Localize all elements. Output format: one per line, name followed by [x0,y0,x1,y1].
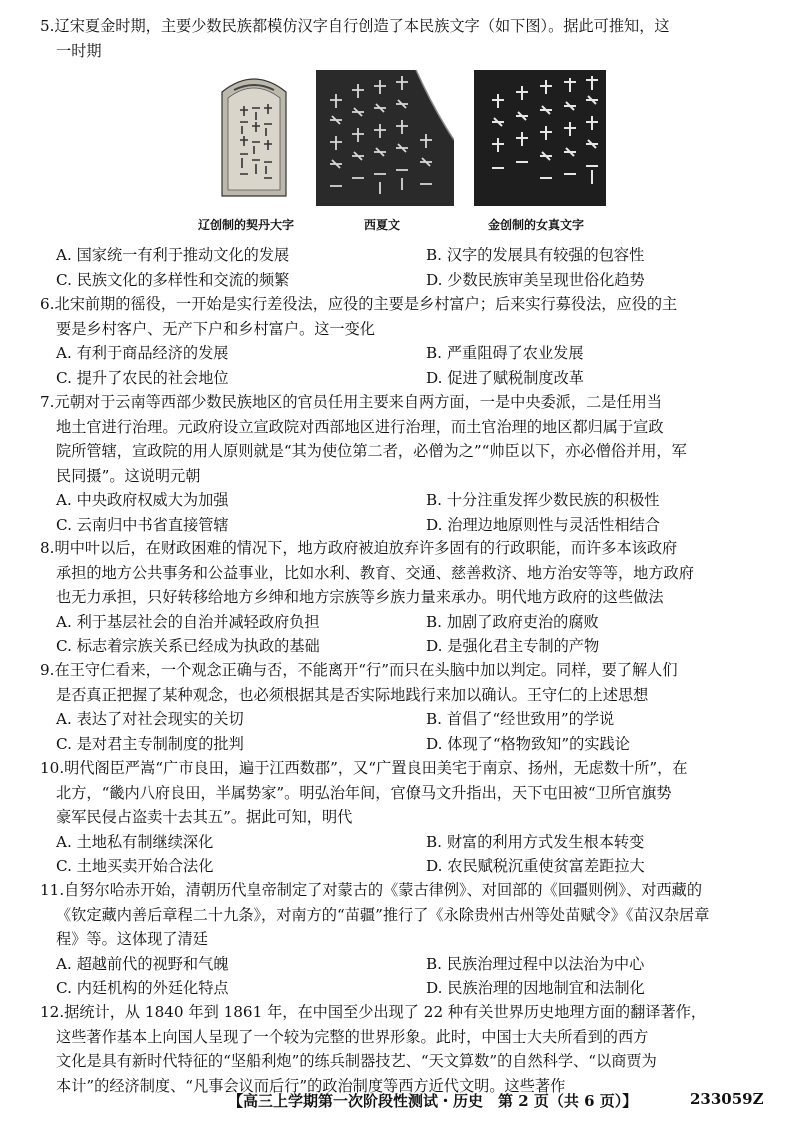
option-a[interactable]: A. 有利于商品经济的发展 [56,344,229,362]
question-stem-line: 院所管辖，宣政院的用人原则就是“其为使位第二者，必僧为之”“帅臣以下，亦必僧俗并用，军 [56,442,687,460]
option-d[interactable]: D. 少数民族审美呈现世俗化趋势 [426,270,645,289]
option-b[interactable]: B. 财富的利用方式发生根本转变 [426,832,645,851]
question-stem-line: 8.明中叶以后，在财政困难的情况下，地方政府被迫放弃许多固有的行政职能，而许多本该政府 [40,539,678,557]
option-c[interactable]: C. 民族文化的多样性和交流的频繁 [56,270,290,289]
question-stem-line: 也无力承担，只好转移给地方乡绅和地方宗族等乡族力量来承办。明代地方政府的这些做法 [56,588,664,606]
question-6 [40,292,760,390]
question-10 [40,756,760,879]
question-stem-line: 本计”的经济制度、“凡事会议而后行”的政治制度等西方近代文明。这些著作 [56,1076,566,1095]
option-b[interactable]: B. 加剧了政府吏治的腐败 [426,612,599,631]
exam-code: 233059Z [690,1090,764,1108]
option-b[interactable]: B. 严重阻碍了农业发展 [426,344,584,362]
question-stem-line: 12.据统计，从 1840 年到 1861 年，在中国至少出现了 22 种有关世界历史地理方面的翻译著作， [40,1003,707,1021]
question-7 [40,390,760,537]
option-c[interactable]: C. 土地买卖开始合法化 [56,857,214,875]
option-a[interactable]: A. 超越前代的视野和气魄 [56,954,229,973]
option-b[interactable]: B. 十分注重发挥少数民族的积极性 [426,491,660,509]
question-stem-line: 北方，“畿内八府良田，半属势家”。明弘治年间，官僚马文升指出，天下屯田被“卫所官旗势 [56,783,672,802]
question-stem-line: 10.明代阁臣严嵩“广市良田，遍于江西数郡”，又“广置良田美宅于南京、扬州，无虑数十所”，在 [40,759,688,777]
question-8 [40,536,760,659]
question-stem-line: 这些著作基本上向国人呈现了一个较为完整的世界形象。此时，中国士大夫所看到的西方 [56,1027,649,1046]
option-d[interactable]: D. 民族治理的因地制宜和法制化 [426,979,645,997]
script-figures [198,70,618,240]
question-stem-line: 文化是具有新时代特征的“坚船利炮”的练兵制器技艺、“天文算数”的自然科学、“以商贾为 [56,1052,657,1070]
question-stem-line: 9.在王守仁看来，一个观念正确与否，不能离开“行”而只在头脑中加以判定。同样，要了解人们 [40,661,678,679]
question-stem-line: 11.自努尔哈赤开始，清朝历代皇帝制定了对蒙古的《蒙古律例》、对回部的《回疆则例》、对西藏的 [40,881,703,899]
question-stem-line: 豪军民侵占盗卖十去其五”。据此可知，明代 [56,808,353,826]
option-d[interactable]: D. 农民赋税沉重使贫富差距拉大 [426,857,645,875]
option-b[interactable]: B. 首倡了“经世致用”的学说 [426,710,615,728]
rubbing-image [316,70,454,206]
option-a[interactable]: A. 表达了对社会现实的关切 [56,710,244,728]
question-stem-line: 一时期 [56,41,102,60]
footer-title: 【高三上学期第一次阶段性测试・历史 第 2 页（共 6 页）】 [228,1092,638,1110]
question-9 [40,658,760,756]
question-stem-line: 民同摄”。这说明元朝 [56,466,201,485]
option-a[interactable]: A. 中央政府权威大为加强 [56,491,229,509]
question-stem-line: 7.元朝对于云南等西部少数民族地区的官员任用主要来自两方面，一是中央委派，二是任用当 [40,393,662,411]
question-12 [40,1000,760,1098]
stone-tablet-image [212,70,296,200]
question-stem-line: 是否真正把握了某种观念，也必须根据其是否实际地践行来加以确认。王守仁的上述思想 [56,685,649,704]
option-c[interactable]: C. 云南归中书省直接管辖 [56,515,229,534]
question-stem-line: 程》等。这体现了清廷 [56,930,208,948]
question-stem-line: 《钦定藏内善后章程二十九条》，对南方的“苗疆”推行了《永除贵州古州等处苗赋令》《苗汉杂居章 [56,905,710,924]
figure-caption: 西夏文 [364,218,401,232]
question-stem-line: 承担的地方公共事务和公益事业，比如水利、教育、交通、慈善救济、地方治安等等，地方政府 [56,563,694,582]
stele-rubbing-image [474,70,606,206]
option-a[interactable]: A. 土地私有制继续深化 [56,832,214,851]
option-c[interactable]: C. 提升了农民的社会地位 [56,368,229,387]
question-11 [40,878,760,1001]
option-d[interactable]: D. 促进了赋税制度改革 [426,368,584,387]
option-c[interactable]: C. 内廷机构的外廷化特点 [56,979,229,997]
figure-caption: 金创制的女真文字 [488,218,585,232]
question-stem-line: 地土官进行治理。元政府设立宣政院对西部地区进行治理，而土官治理的地区都归属于宣政 [56,417,664,436]
question-stem-line: 6.北宋前期的徭役，一开始是实行差役法，应役的主要是乡村富户；后来实行募役法，应役的主 [40,295,678,313]
option-d[interactable]: D. 体现了“格物致知”的实践论 [426,734,630,753]
option-d[interactable]: D. 是强化君主专制的产物 [426,637,600,655]
option-b[interactable]: B. 民族治理过程中以法治为中心 [426,954,645,973]
question-5 [40,14,760,63]
option-c[interactable]: C. 是对君主专制制度的批判 [56,734,244,753]
option-b[interactable]: B. 汉字的发展具有较强的包容性 [426,246,645,264]
question-5-options [40,243,760,292]
option-a[interactable]: A. 国家统一有利于推动文化的发展 [56,246,290,264]
question-stem-line: 5.辽宋夏金时期，主要少数民族都模仿汉字自行创造了本民族文字（如下图）。据此可推知，这 [40,17,670,35]
question-stem-line: 要是乡村客户、无产下户和乡村富户。这一变化 [56,319,375,338]
option-d[interactable]: D. 治理边地原则性与灵活性相结合 [426,515,660,534]
option-c[interactable]: C. 标志着宗族关系已经成为执政的基础 [56,637,320,655]
option-a[interactable]: A. 利于基层社会的自治并减轻政府负担 [56,612,320,631]
figure-caption: 辽创制的契丹大字 [198,218,295,232]
